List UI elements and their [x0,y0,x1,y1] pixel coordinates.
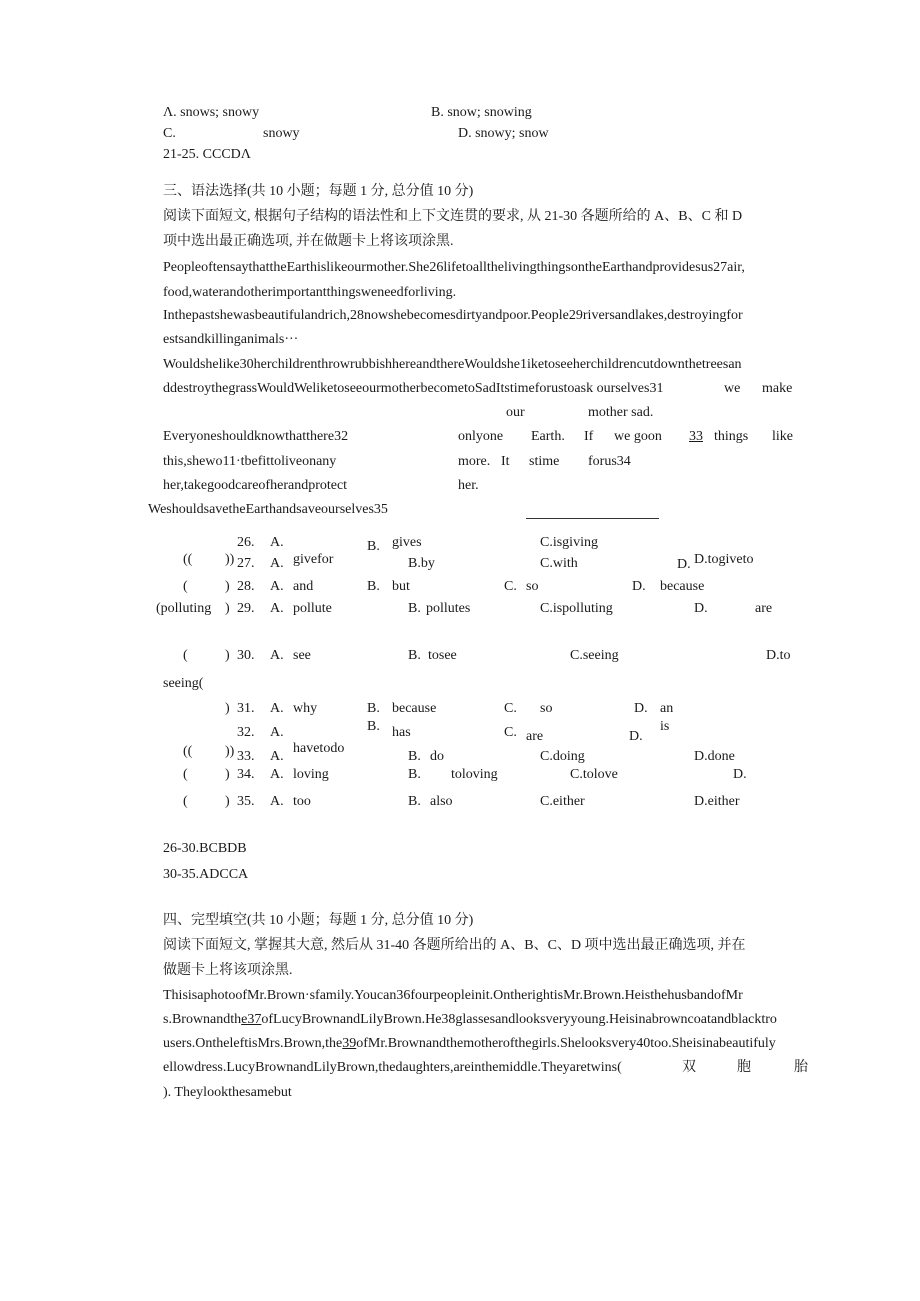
q29-option-a-text: pollute [293,601,332,616]
option-a-line: Λ. snows; snowy [163,105,260,120]
option-d-line: D. snowy; snow [458,126,549,141]
passage-word-our: our [506,405,525,420]
q29-prefix: (polluting [156,601,212,616]
cloze-line-2-rest: ofLucyBrownandLilyBrown.He38glassesandlooksveryyoung.Heisinabrowncoatandblacktro [261,1012,777,1027]
q34-option-a-letter: A. [270,767,284,782]
q33-option-b-letter: B. [408,749,421,764]
cloze-char-3: 胎 [794,1060,808,1075]
q27-option-b: B.by [408,556,435,571]
passage-word-wegoon: we goon [614,429,662,444]
q29-option-a-letter: A. [270,601,284,616]
passage-para-2-line-1: Inthepastshewasbeautifulandrich,28nowshebecomesdirtyandpoor.People29riversandlakes,destroyingfor [163,308,743,323]
cloze-line-4: ellowdress.LucyBrownandLilyBrown,thedaughters,areinthemiddle.Theyaretwins( [163,1060,622,1075]
passage-word-her: her. [458,478,479,493]
option-b-line: B. snow; snowing [431,105,532,120]
q30-option-a-letter: A. [270,648,284,663]
answer-key-30-35: 30-35.ADCCA [163,867,249,882]
passage-para-4-line-3: her,takegoodcareofherandprotect [163,478,348,493]
cloze-line-3-start: users.OntheleftisMrs.Brown,the [163,1036,343,1051]
q33-option-a-letter: A. [270,749,284,764]
passage-para-3-line-2: ddestroythegrassWouldWeliketoseeourmotherbecometoSadItstimeforustoask ourselves31 [163,381,664,396]
section-4-instruction-1: 阅读下面短文, 掌握其大意, 然后从 31-40 各题所给出的 A、B、C、D 项中选出最正确选项, 并在 [163,938,746,953]
q29-option-b-letter: B. [408,601,421,616]
q28-option-c-letter: C. [504,579,517,594]
q30-option-c: C.seeing [570,648,619,663]
cloze-char-2: 胞 [737,1060,751,1075]
q27-open-paren: (( [183,552,193,567]
q35-number: 35. [237,794,255,809]
q32-number: 32. [237,725,255,740]
blank-39: 39 [342,1036,357,1051]
passage-para-1-line-2: food,waterandotherimportantthingsweneedforliving. [163,285,457,300]
q33-close-paren: )) [225,744,235,759]
q28-option-a-letter: A. [270,579,284,594]
passage-word-we: we [724,381,741,396]
q33-open-paren: (( [183,744,193,759]
q35-option-c: C.either [540,794,585,809]
q30-option-b-text: tosee [428,648,457,663]
q32-option-c-letter: C. [504,725,517,740]
q28-number: 28. [237,579,255,594]
q33-number: 33. [237,749,255,764]
cloze-line-1: ThisisaphotoofMr.Brown·sfamily.Youcan36fourpeopleinit.OntherightisMr.Brown.HeisthehusbandofMr [163,988,743,1003]
passage-para-4-line-2: this,shewo11·tbefittoliveonany [163,454,337,469]
passage-word-earth: Earth. [531,429,565,444]
q32-option-b-letter: B. [367,719,380,734]
q27-option-a-text: givefor [293,552,334,567]
passage-word-things: things [714,429,749,444]
q35-open-paren: ( [183,794,188,809]
passage-para-5: WeshouldsavetheEarthandsaveourselves35 [148,502,388,517]
q26-option-b-text: gives [392,535,422,550]
passage-word-more: more. [458,454,491,469]
q27-close-paren: )) [225,552,235,567]
q29-close-paren: ) [225,601,230,616]
q35-option-b-letter: B. [408,794,421,809]
blank-37: e37 [241,1012,262,1027]
q32-option-c-text: are [526,729,544,744]
q29-option-d-letter: D. [694,601,708,616]
q28-option-d-letter: D. [632,579,646,594]
passage-word-mother-sad: mother sad. [588,405,654,420]
section-4-heading: 四、完型填空(共 10 小题；每题 1 分, 总分值 10 分) [163,913,474,928]
q31-option-c-text: so [540,701,553,716]
q34-option-d-letter: D. [733,767,747,782]
q34-option-b-text: toloving [451,767,498,782]
q29-option-c: C.ispolluting [540,601,613,616]
q32-option-d-text: is [660,719,670,734]
q28-option-c-text: so [526,579,539,594]
passage-para-2-line-2: estsandkillinganimals··· [163,332,299,347]
q27-option-d: D.togiveto [694,552,754,567]
q26-number: 26. [237,535,255,550]
section-3-instruction-1: 阅读下面短文, 根据句子结构的语法性和上下文连贯的要求, 从 21-30 各题所给的 A、B、C 和 D [163,209,743,224]
q34-option-a-text: loving [293,767,329,782]
answer-key-26-30: 26-30.BCBDB [163,841,247,856]
q26-option-a-letter: A. [270,535,284,550]
q29-number: 29. [237,601,255,616]
passage-para-3-line-1: Wouldshelike30herchildrenthrowrubbishhereandthereWouldshe1iketoseeherchildrencutdownthetreesan [163,357,742,372]
passage-word-stime: stime [529,454,560,469]
q31-option-b-letter: B. [367,701,380,716]
cloze-char-1: 双 [682,1060,696,1075]
q33-option-c: C.doing [540,749,585,764]
q35-option-b-text: also [430,794,453,809]
q30-open-paren: ( [183,648,188,663]
q32-option-b-text: has [392,725,411,740]
q35-option-d: D.either [694,794,740,809]
cloze-line-3-rest: ofMr.Brownandthemotherofthegirls.Shelooksvery40too.Sheisinabeautifuly [356,1036,776,1051]
q34-open-paren: ( [183,767,188,782]
q30-close-paren: ) [225,648,230,663]
option-c-letter: C. [163,126,176,141]
passage-word-if: If [584,429,594,444]
q31-number: 31. [237,701,255,716]
cloze-line-2 [163,1011,777,1029]
passage-word-it: It [501,454,510,469]
q28-option-b-letter: B. [367,579,380,594]
section-4-instruction-2: 做题卡上将该项涂黑. [163,963,293,978]
q31-option-c-letter: C. [504,701,517,716]
q31-option-d-text: an [660,701,674,716]
q27-option-c: C.with [540,556,578,571]
passage-word-onlyone: onlyone [458,429,504,444]
q31-option-d-letter: D. [634,701,648,716]
q27-number: 27. [237,556,255,571]
answer-blank-line [526,518,659,519]
section-3-instruction-2: 项中选出最正确选项, 并在做题卡上将该项涂黑. [163,234,454,249]
blank-33: 33 [689,429,703,444]
q27-option-d-letter: D. [677,557,691,572]
q28-option-a-text: and [293,579,314,594]
q35-close-paren: ) [225,794,230,809]
q31-option-b-text: because [392,701,437,716]
q30-continuation: seeing( [163,676,204,691]
q31-option-a-text: why [293,701,318,716]
q28-close-paren: ) [225,579,230,594]
passage-word-forus34: forus34 [588,454,631,469]
q26-option-c: C.isgiving [540,535,598,550]
q32-option-a-letter: A. [270,725,284,740]
q29-option-b-text: pollutes [426,601,471,616]
q30-option-a-text: see [293,648,311,663]
q29-option-d-text: are [755,601,773,616]
q35-option-a-letter: A. [270,794,284,809]
q34-option-c: C.tolove [570,767,618,782]
q35-option-a-text: too [293,794,311,809]
q33-option-b-text: do [430,749,444,764]
q34-close-paren: ) [225,767,230,782]
q31-option-a-letter: A. [270,701,284,716]
q28-option-d-text: because [660,579,705,594]
cloze-line-2-start: s.Brownandth [163,1012,242,1027]
q33-option-d: D.done [694,749,735,764]
passage-word-like: like [772,429,793,444]
q30-option-d: D.to [766,648,791,663]
q26-option-b-letter: B. [367,539,380,554]
passage-word-make: make [762,381,793,396]
cloze-line-5: ). Theylookthesamebut [163,1085,292,1100]
q30-number: 30. [237,648,255,663]
q33-option-a-text: havetodo [293,741,345,756]
q28-option-b-text: but [392,579,410,594]
q27-option-a-letter: A. [270,556,284,571]
q30-option-b-letter: B. [408,648,421,663]
q32-option-d-letter: D. [629,729,643,744]
passage-para-1-line-1: PeopleoftensaythattheEarthislikeourmother.She26lifetoallthelivingthingsontheEarthandprovidesus27air, [163,260,745,275]
q28-open-paren: ( [183,579,188,594]
q31-close-paren: ) [225,701,230,716]
passage-para-4-line-1: Everyoneshouldknowthatthere32 [163,429,349,444]
cloze-line-3 [163,1035,776,1053]
section-3-heading: 三、语法选择(共 10 小题；每题 1 分, 总分值 10 分) [163,184,474,199]
option-c-text: snowy [263,126,300,141]
answer-key-21-25: 21-25. CCCDΛ [163,147,251,162]
q34-option-b-letter: B. [408,767,421,782]
q34-number: 34. [237,767,255,782]
